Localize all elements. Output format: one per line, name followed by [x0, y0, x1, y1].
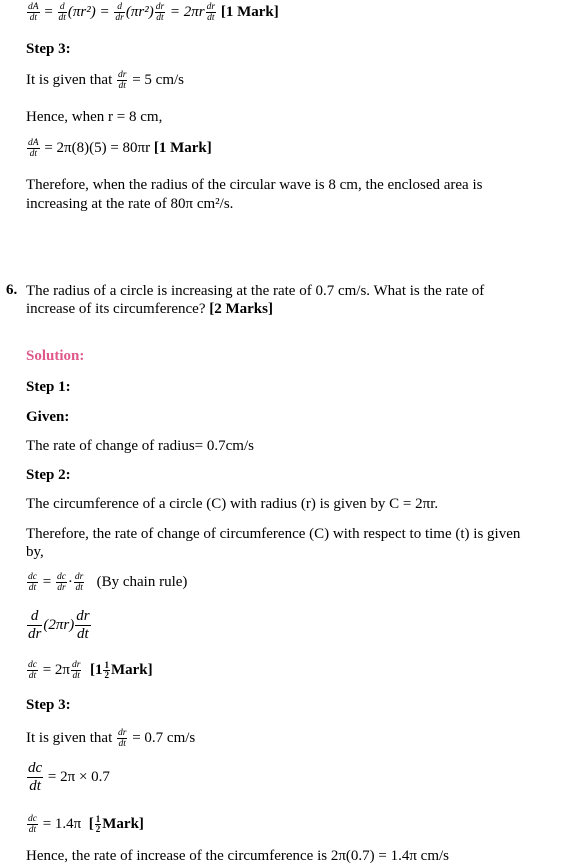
step-3-heading-q6: Step 3: [26, 697, 71, 713]
mark-label: [1 Mark] [153, 139, 212, 156]
question-marks: [2 Marks] [209, 301, 273, 317]
fraction-da-dt: $\frac{dA}{dt}$ [28, 2, 39, 23]
fraction-dr-dt: $\frac{dr}{dt}$ [118, 728, 127, 749]
fraction-one-half: $\frac{1}{2}$ [104, 660, 109, 680]
question-text-line-2: increase of its circumference? [2 Marks] [26, 301, 273, 317]
fraction-one-half: $\frac{1}{2}$ [95, 814, 101, 834]
fraction-dc-dr: $\frac{dc}{dr}$ [56, 572, 66, 593]
fraction-d-dr: $\frac{d}{dr}$ [115, 2, 124, 23]
fraction-dc-dt: $\frac{dc}{dt}$ [28, 814, 37, 835]
hence-line: Hence, when r = 8 cm, [26, 109, 163, 125]
result-equation: $\frac{dc}{dt}$ = 1.4π [ $\frac{1}{2}$ Mark] [28, 814, 144, 835]
mark-label: [1 Mark] [220, 3, 279, 20]
final-answer: Hence, the rate of increase of the circumference is 2π(0.7) = 1.4π cm/s [26, 848, 450, 864]
mark-one-and-half: [1 $\frac{1}{2}$ Mark] [89, 660, 153, 680]
step-3-heading: Step 3: [26, 41, 71, 57]
solution-heading: Solution: [26, 348, 85, 364]
chain-rule-note: (By chain rule) [96, 573, 188, 590]
step-1-heading: Step 1: [26, 379, 71, 395]
therefore-line-2: by, [26, 544, 44, 560]
equation-da-dt: $\frac{dA}{dt}$ = $\frac{d}{dt}$ (πr²) = $\frac{d}{dr}$ (πr²) $\frac{dr}{dt}$ = 2πr $\frac{dr}{dt}$ [1 Mark] [28, 2, 279, 23]
fraction-d-dr: $\frac{d}{dr}$ [28, 608, 42, 642]
fraction-dr-dt: $\frac{dr}{dt}$ [76, 608, 90, 642]
fraction-dr-dt: $\frac{dr}{dt}$ [118, 70, 127, 91]
circumference-formula: The circumference of a circle (C) with radius (r) is given by C = 2πr. [26, 496, 439, 512]
conclusion-line-2: increasing at the rate of 80π cm²/s. [26, 196, 234, 212]
therefore-line-1: Therefore, the rate of change of circumference (C) with respect to time (t) is given [26, 526, 521, 542]
step-2-heading: Step 2: [26, 467, 71, 483]
rate-circumference-equation: $\frac{dc}{dt}$ = 2π $\frac{dr}{dt}$ [1 $\frac{1}{2}$ Mark] [28, 660, 153, 681]
conclusion-line-1: Therefore, when the radius of the circular wave is 8 cm, the enclosed area is [26, 177, 483, 193]
fraction-dc-dt: $\frac{dc}{dt}$ [28, 660, 37, 681]
question-number: 6. [6, 282, 18, 298]
given-heading: Given: [26, 409, 70, 425]
derivative-equation: $\frac{d}{dr}$ (2πr) $\frac{dr}{dt}$ [28, 608, 90, 642]
question-text-line-1: The radius of a circle is increasing at the rate of 0.7 cm/s. What is the rate of [26, 283, 485, 299]
chain-rule-equation: $\frac{dc}{dt}$ = $\frac{dc}{dr}$ · $\frac{dr}{dt}$ (By chain rule) [28, 572, 188, 593]
rate-of-radius: The rate of change of radius= 0.7cm/s [26, 438, 254, 454]
given-rate: It is given that $\frac{dr}{dt}$ = 5 cm/s [26, 70, 184, 91]
fraction-d-dt: $\frac{d}{dt}$ [58, 2, 66, 23]
fraction-dc-dt: $\frac{dc}{dt}$ [28, 572, 37, 593]
given-rate-q6: It is given that $\frac{dr}{dt}$ = 0.7 cm/s [26, 728, 196, 749]
mark-half: [ $\frac{1}{2}$ Mark] [88, 814, 144, 834]
fraction-da-dt: $\frac{dA}{dt}$ [28, 138, 39, 159]
equation-area-rate: $\frac{dA}{dt}$ = 2π(8)(5) = 80πr [1 Mark] [28, 138, 212, 159]
fraction-dr-dt: $\frac{dr}{dt}$ [72, 660, 81, 681]
fraction-dr-dt: $\frac{dr}{dt}$ [74, 572, 84, 593]
fraction-dr-dt: $\frac{dr}{dt}$ [155, 2, 165, 23]
fraction-dr-dt-2: $\frac{dr}{dt}$ [206, 2, 216, 23]
times-equation: $\frac{dc}{dt}$ = 2π × 0.7 [28, 760, 110, 794]
fraction-dc-dt: $\frac{dc}{dt}$ [28, 760, 43, 794]
